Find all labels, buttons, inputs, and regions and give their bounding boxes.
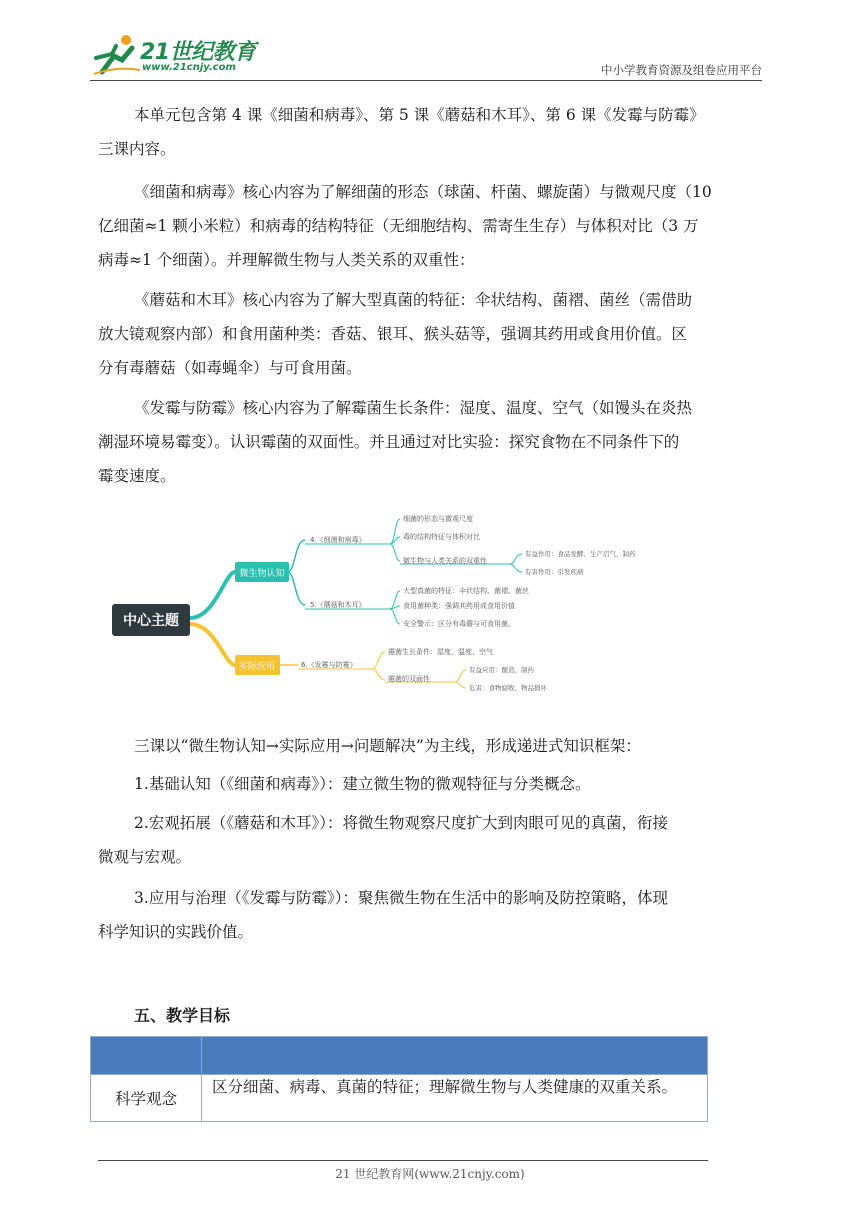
p3-line2: 放大镜观察内部）和食用菌种类：香菇、银耳、猴头菇等，强调其药用或食用价值。区 xyxy=(98,325,688,343)
mind-map xyxy=(110,500,636,700)
connector-cognition xyxy=(190,572,235,618)
branch-cognition-label: 微生物认知 xyxy=(239,569,285,579)
p6-line1: 1.基础认知（《细菌和病毒》）：建立微生物的微观特征与分类概念。 xyxy=(134,775,591,793)
site-logo xyxy=(92,32,262,76)
connector-application xyxy=(190,624,235,665)
p7-line1: 2.宏观拓展（《蘑菇和木耳》）：将微生物观察尺度扩大到肉眼可见的真菌，衔接 xyxy=(134,814,669,832)
logo-url: www.21cnjy.com xyxy=(142,62,236,73)
table-header-cell xyxy=(202,1037,708,1075)
p2-line1: 《细菌和病毒》核心内容为了解细菌的形态（球菌、杆菌、螺旋菌）与微观尺度（10 xyxy=(134,183,712,201)
l4-item: 微生物与人类关系的双重性 xyxy=(403,557,487,565)
l4-item: 细菌的形态与微观尺度 xyxy=(403,515,473,523)
platform-name: 中小学教育资源及组卷应用平台 xyxy=(601,63,762,77)
l4-dual-item: 有害作用：引发疾病 xyxy=(525,568,584,576)
p4-line3: 霉变速度。 xyxy=(98,467,176,485)
l6-item: 霉菌的双面性 xyxy=(388,675,430,683)
logo-text: 21世纪教育 xyxy=(140,40,256,65)
lesson6-label: 6.《发霉与防霉》 xyxy=(301,661,357,669)
p2-line3: 病毒≈1 个细菌）。并理解微生物与人类关系的双重性： xyxy=(98,251,475,269)
p8-line2: 科学知识的实践价值。 xyxy=(98,923,254,941)
p3-line3: 分有毒蘑菇（如毒蝇伞）与可食用菌。 xyxy=(98,359,362,377)
l5-item: 食用菌种类：强调其药用或食用价值 xyxy=(403,602,515,610)
p1-line1: 本单元包含第 4 课《细菌和病毒》、第 5 课《蘑菇和木耳》、第 6 课《发霉与防霉》 xyxy=(134,106,705,124)
header-divider xyxy=(90,80,762,81)
p2-line2: 亿细菌≈1 颗小米粒）和病毒的结构特征（无细胞结构、需寄生生存）与体积对比（3 万 xyxy=(98,217,699,235)
p4-line2: 潮湿环境易霉变）。认识霉菌的双面性。并且通过对比实验：探究食物在不同条件下的 xyxy=(98,433,680,451)
section-title: 五、教学目标 xyxy=(134,1006,231,1025)
l5-item: 安全警示：区分有毒蘑与可食用菌。 xyxy=(403,620,515,628)
p8-line1: 3.应用与治理（《发霉与防霉》）：聚焦微生物在生活中的影响及防控策略，体现 xyxy=(134,889,669,907)
table-header-row xyxy=(91,1037,708,1075)
l6-dual-item: 危害：食物腐败、物品损坏 xyxy=(469,684,547,692)
l5-item: 大型真菌的特征：伞状结构、菌褶、菌丝 xyxy=(403,587,529,595)
runner-icon xyxy=(92,32,142,76)
p5-line1: 三课以“微生物认知→实际应用→问题解决”为主线，形成递进式知识框架： xyxy=(134,737,641,755)
footer-divider xyxy=(98,1160,708,1161)
l6-item: 霉菌生长条件：湿度、温度、空气 xyxy=(388,648,493,656)
l4-dual-item: 有益作用：食品发酵、生产沼气、制药 xyxy=(525,550,636,558)
p3-line1: 《蘑菇和木耳》核心内容为了解大型真菌的特征：伞状结构、菌褶、菌丝（需借助 xyxy=(134,291,693,309)
p7-line2: 微观与宏观。 xyxy=(98,848,192,866)
page-header xyxy=(90,30,762,80)
page-footer: 21 世纪教育网(www.21cnjy.com) xyxy=(335,1167,525,1181)
table-header-cell xyxy=(91,1037,202,1075)
lesson5-label: 5.《蘑菇和木耳》 xyxy=(310,601,366,609)
l4-item: 毒的结构特征与体积对比 xyxy=(403,533,480,541)
branch-application-label: 实际应用 xyxy=(238,662,276,672)
lesson4-label: 4.《细菌和病毒》 xyxy=(310,536,366,544)
goal-text: 区分细菌、病毒、真菌的特征；理解微生物与人类健康的双重关系。 xyxy=(202,1075,708,1122)
p1-line2: 三课内容。 xyxy=(98,140,176,158)
goal-label: 科学观念 xyxy=(91,1075,202,1122)
table-row xyxy=(91,1075,708,1122)
center-node-label: 中心主题 xyxy=(123,613,179,629)
l6-dual-item: 有益应用：酿造、制药 xyxy=(469,666,534,674)
teaching-goals-table xyxy=(90,1036,708,1122)
p4-line1: 《发霉与防霉》核心内容为了解霉菌生长条件：湿度、温度、空气（如馒头在炎热 xyxy=(134,399,693,417)
